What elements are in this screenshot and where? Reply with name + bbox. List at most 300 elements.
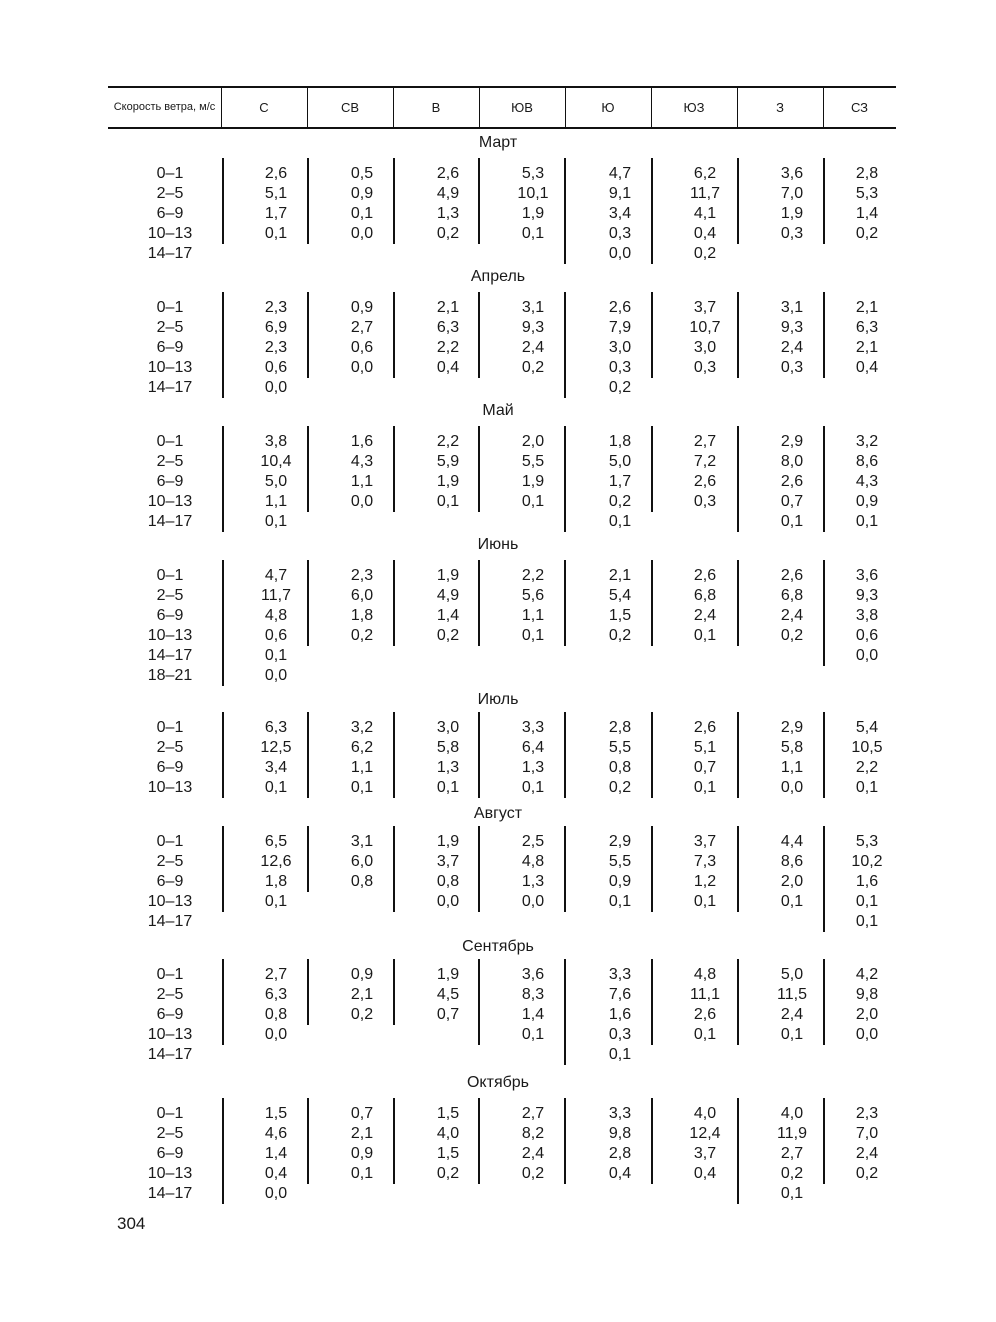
value-cell: 0,1 [350,779,374,796]
value-cell: 0,0 [264,1026,288,1043]
value-cell: 0,4 [693,1165,717,1182]
value-cell: 2,6 [436,165,460,182]
value-cell: 0,2 [855,225,879,242]
value-cell: 7,9 [608,319,632,336]
column-bar [478,426,480,512]
column-bar [651,292,653,378]
value-cell: 8,0 [780,453,804,470]
value-cell: 5,5 [608,739,632,756]
speed-range: 6–9 [156,339,184,356]
column-bar [737,292,739,378]
value-cell: 4,7 [264,567,288,584]
column-bar [222,712,224,798]
speed-range: 0–1 [156,165,184,182]
value-cell: 6,2 [350,739,374,756]
value-cell: 0,6 [855,627,879,644]
table-header [108,87,896,128]
value-cell: 1,8 [350,607,374,624]
value-cell: 2,1 [350,1125,374,1142]
value-cell: 0,2 [350,627,374,644]
value-cell: 11,1 [690,986,720,1003]
value-cell: 5,5 [521,453,545,470]
header-direction: Ю [601,100,615,115]
value-cell: 6,3 [436,319,460,336]
value-cell: 2,8 [608,1145,632,1162]
value-cell: 11,5 [777,986,807,1003]
speed-range: 0–1 [156,567,184,584]
column-bar [393,959,395,1025]
value-cell: 2,9 [780,433,804,450]
value-cell: 0,0 [436,893,460,910]
value-cell: 3,4 [264,759,288,776]
value-cell: 3,8 [855,607,879,624]
value-cell: 2,7 [693,433,717,450]
value-cell: 0,2 [608,379,632,396]
value-cell: 0,4 [855,359,879,376]
value-cell: 0,0 [521,893,545,910]
value-cell: 8,6 [780,853,804,870]
header-direction: ЮЗ [683,100,705,115]
column-bar [222,158,224,244]
speed-range: 10–13 [147,225,193,242]
value-cell: 1,9 [521,205,545,222]
month-title: Июнь [477,536,519,553]
value-cell: 2,1 [855,339,879,356]
column-bar [478,560,480,646]
column-bar [823,826,825,932]
column-bar [307,712,309,798]
value-cell: 9,8 [855,986,879,1003]
value-cell: 0,9 [350,966,374,983]
value-cell: 0,9 [608,873,632,890]
speed-range: 0–1 [156,966,184,983]
speed-range: 10–13 [147,1165,193,1182]
value-cell: 10,7 [689,319,721,336]
value-cell: 2,1 [608,567,632,584]
value-cell: 0,8 [436,873,460,890]
value-cell: 0,1 [855,893,879,910]
value-cell: 5,1 [264,185,288,202]
value-cell: 3,6 [780,165,804,182]
value-cell: 0,4 [264,1165,288,1182]
column-bar [737,826,739,912]
value-cell: 1,3 [436,759,460,776]
header-column-divider [393,87,394,128]
value-cell: 0,0 [855,647,879,664]
column-bar [307,158,309,244]
value-cell: 0,3 [608,1026,632,1043]
value-cell: 0,1 [264,647,288,664]
speed-range: 2–5 [156,319,184,336]
value-cell: 6,8 [780,587,804,604]
value-cell: 11,7 [690,185,720,202]
value-cell: 0,1 [521,1026,545,1043]
value-cell: 0,7 [693,759,717,776]
value-cell: 5,8 [436,739,460,756]
value-cell: 12,5 [260,739,292,756]
column-bar [222,1098,224,1204]
value-cell: 4,0 [693,1105,717,1122]
speed-range: 0–1 [156,1105,184,1122]
value-cell: 3,6 [855,567,879,584]
value-cell: 0,0 [608,245,632,262]
speed-range: 6–9 [156,473,184,490]
value-cell: 0,0 [855,1026,879,1043]
column-bar [393,426,395,512]
value-cell: 4,2 [855,966,879,983]
column-bar [564,560,566,646]
column-bar [393,712,395,798]
value-cell: 0,2 [855,1165,879,1182]
value-cell: 0,3 [780,225,804,242]
value-cell: 6,3 [855,319,879,336]
speed-range: 14–17 [147,913,193,930]
column-bar [823,426,825,532]
value-cell: 2,5 [521,833,545,850]
value-cell: 6,0 [350,587,374,604]
value-cell: 2,1 [855,299,879,316]
value-cell: 0,1 [608,893,632,910]
value-cell: 1,1 [350,473,374,490]
month-title: Май [482,402,514,419]
speed-range: 0–1 [156,833,184,850]
value-cell: 3,7 [436,853,460,870]
value-cell: 2,9 [780,719,804,736]
value-cell: 2,6 [264,165,288,182]
value-cell: 2,3 [350,567,374,584]
value-cell: 1,1 [350,759,374,776]
value-cell: 3,3 [608,966,632,983]
column-bar [737,560,739,646]
value-cell: 1,9 [521,473,545,490]
value-cell: 4,4 [780,833,804,850]
speed-range: 14–17 [147,647,193,664]
value-cell: 5,0 [780,966,804,983]
value-cell: 1,2 [693,873,717,890]
value-cell: 0,3 [608,359,632,376]
month-title: Апрель [470,268,526,285]
speed-range: 6–9 [156,759,184,776]
value-cell: 5,0 [264,473,288,490]
value-cell: 3,0 [436,719,460,736]
header-direction: С [259,100,269,115]
header-column-divider [307,87,308,128]
value-cell: 0,1 [780,513,804,530]
value-cell: 1,3 [521,759,545,776]
speed-range: 2–5 [156,453,184,470]
value-cell: 4,9 [436,587,460,604]
value-cell: 0,1 [521,493,545,510]
value-cell: 5,0 [608,453,632,470]
value-cell: 9,1 [608,185,632,202]
value-cell: 9,3 [521,319,545,336]
value-cell: 5,1 [693,739,717,756]
column-bar [823,292,825,378]
value-cell: 4,9 [436,185,460,202]
value-cell: 0,8 [350,873,374,890]
value-cell: 0,1 [780,1185,804,1202]
value-cell: 2,6 [780,567,804,584]
value-cell: 0,2 [608,627,632,644]
value-cell: 0,1 [855,913,879,930]
month-title: Август [473,805,523,822]
value-cell: 0,0 [264,379,288,396]
value-cell: 0,8 [608,759,632,776]
speed-range: 14–17 [147,245,193,262]
value-cell: 0,1 [780,1026,804,1043]
value-cell: 4,3 [855,473,879,490]
column-bar [307,292,309,378]
value-cell: 4,0 [436,1125,460,1142]
header-speed-label: Скорость ветра, м/с [113,101,216,113]
column-bar [393,826,395,912]
value-cell: 8,3 [521,986,545,1003]
value-cell: 0,2 [521,1165,545,1182]
header-direction: З [776,100,784,115]
speed-range: 6–9 [156,205,184,222]
value-cell: 1,7 [608,473,632,490]
value-cell: 6,9 [264,319,288,336]
value-cell: 1,5 [608,607,632,624]
value-cell: 2,6 [693,719,717,736]
column-bar [651,560,653,646]
value-cell: 5,8 [780,739,804,756]
column-bar [651,158,653,264]
column-bar [651,959,653,1045]
column-bar [478,959,480,1045]
value-cell: 6,8 [693,587,717,604]
value-cell: 2,1 [436,299,460,316]
value-cell: 0,1 [521,225,545,242]
value-cell: 1,1 [264,493,288,510]
value-cell: 2,4 [855,1145,879,1162]
value-cell: 0,3 [780,359,804,376]
header-column-divider [479,87,480,128]
column-bar [823,158,825,244]
value-cell: 3,7 [693,299,717,316]
value-cell: 6,2 [693,165,717,182]
value-cell: 0,7 [350,1105,374,1122]
value-cell: 1,9 [436,473,460,490]
value-cell: 3,1 [780,299,804,316]
value-cell: 2,4 [693,607,717,624]
column-bar [222,826,224,912]
value-cell: 3,1 [350,833,374,850]
value-cell: 2,0 [855,1006,879,1023]
value-cell: 2,3 [855,1105,879,1122]
value-cell: 0,1 [264,225,288,242]
value-cell: 0,7 [780,493,804,510]
column-bar [564,712,566,798]
value-cell: 0,1 [855,513,879,530]
value-cell: 4,7 [608,165,632,182]
column-bar [222,426,224,532]
value-cell: 8,2 [521,1125,545,1142]
column-bar [393,1098,395,1184]
value-cell: 2,4 [780,607,804,624]
value-cell: 5,9 [436,453,460,470]
value-cell: 0,9 [855,493,879,510]
value-cell: 0,0 [264,1185,288,1202]
column-bar [737,959,739,1045]
speed-range: 10–13 [147,1026,193,1043]
value-cell: 0,1 [436,493,460,510]
value-cell: 4,3 [350,453,374,470]
speed-range: 2–5 [156,739,184,756]
column-bar [651,712,653,798]
value-cell: 4,0 [780,1105,804,1122]
column-bar [222,560,224,686]
value-cell: 7,0 [855,1125,879,1142]
speed-range: 2–5 [156,1125,184,1142]
value-cell: 3,7 [693,1145,717,1162]
header-direction: В [431,100,441,115]
column-bar [564,426,566,532]
value-cell: 3,7 [693,833,717,850]
value-cell: 0,0 [350,225,374,242]
value-cell: 0,1 [264,513,288,530]
value-cell: 0,1 [693,1026,717,1043]
column-bar [478,292,480,378]
value-cell: 0,1 [521,627,545,644]
value-cell: 0,5 [350,165,374,182]
header-direction: СВ [340,100,360,115]
page-number: 304 [117,1214,146,1233]
value-cell: 0,1 [436,779,460,796]
value-cell: 1,9 [436,567,460,584]
value-cell: 7,6 [608,986,632,1003]
value-cell: 2,2 [436,433,460,450]
speed-range: 10–13 [147,493,193,510]
value-cell: 6,4 [521,739,545,756]
speed-range: 10–13 [147,893,193,910]
speed-range: 6–9 [156,1145,184,1162]
speed-range: 6–9 [156,607,184,624]
table-header-bottom-rule [108,127,896,129]
value-cell: 0,1 [264,779,288,796]
month-title: Октябрь [466,1074,529,1091]
value-cell: 1,6 [608,1006,632,1023]
value-cell: 10,1 [517,185,549,202]
value-cell: 1,6 [855,873,879,890]
value-cell: 5,3 [855,833,879,850]
value-cell: 10,5 [851,739,883,756]
value-cell: 9,3 [855,587,879,604]
value-cell: 1,3 [521,873,545,890]
header-column-divider [823,87,824,128]
value-cell: 12,6 [260,853,292,870]
column-bar [823,1098,825,1184]
value-cell: 3,6 [521,966,545,983]
speed-range: 0–1 [156,299,184,316]
column-bar [737,1098,739,1204]
value-cell: 0,2 [436,225,460,242]
value-cell: 0,9 [350,1145,374,1162]
header-direction: ЮВ [511,100,533,115]
value-cell: 3,0 [608,339,632,356]
value-cell: 0,7 [436,1006,460,1023]
value-cell: 9,3 [780,319,804,336]
value-cell: 0,2 [608,779,632,796]
value-cell: 2,8 [855,165,879,182]
value-cell: 1,4 [521,1006,545,1023]
value-cell: 0,1 [693,779,717,796]
column-bar [564,158,566,264]
speed-range: 2–5 [156,986,184,1003]
speed-range: 6–9 [156,873,184,890]
value-cell: 2,7 [780,1145,804,1162]
value-cell: 0,8 [264,1006,288,1023]
value-cell: 0,1 [855,779,879,796]
value-cell: 2,7 [264,966,288,983]
column-bar [222,292,224,398]
value-cell: 1,9 [780,205,804,222]
column-bar [823,959,825,1045]
value-cell: 11,9 [777,1125,807,1142]
value-cell: 2,3 [264,299,288,316]
column-bar [651,1098,653,1184]
value-cell: 1,5 [264,1105,288,1122]
value-cell: 3,2 [350,719,374,736]
value-cell: 4,6 [264,1125,288,1142]
column-bar [651,426,653,512]
month-title: Июль [477,691,519,708]
value-cell: 5,4 [855,719,879,736]
speed-range: 14–17 [147,379,193,396]
value-cell: 2,2 [855,759,879,776]
value-cell: 0,1 [693,627,717,644]
column-bar [393,560,395,646]
column-bar [737,712,739,798]
value-cell: 10,2 [851,853,883,870]
column-bar [307,426,309,512]
value-cell: 1,7 [264,205,288,222]
value-cell: 3,3 [608,1105,632,1122]
value-cell: 2,2 [521,567,545,584]
value-cell: 0,1 [608,1046,632,1063]
speed-range: 0–1 [156,719,184,736]
value-cell: 2,9 [608,833,632,850]
value-cell: 1,9 [436,966,460,983]
value-cell: 5,3 [855,185,879,202]
value-cell: 3,8 [264,433,288,450]
value-cell: 4,8 [521,853,545,870]
column-bar [307,959,309,1025]
column-bar [393,158,395,244]
value-cell: 0,2 [436,1165,460,1182]
speed-range: 2–5 [156,853,184,870]
speed-range: 0–1 [156,433,184,450]
value-cell: 1,4 [855,205,879,222]
value-cell: 0,4 [608,1165,632,1182]
header-column-divider [221,87,222,128]
value-cell: 2,4 [521,339,545,356]
value-cell: 1,9 [436,833,460,850]
value-cell: 0,1 [350,1165,374,1182]
column-bar [478,158,480,244]
value-cell: 0,4 [693,225,717,242]
value-cell: 12,4 [689,1125,721,1142]
value-cell: 2,4 [780,339,804,356]
value-cell: 1,4 [436,607,460,624]
value-cell: 0,6 [350,339,374,356]
header-direction: СЗ [850,100,869,115]
value-cell: 1,5 [436,1145,460,1162]
speed-range: 14–17 [147,1185,193,1202]
value-cell: 0,1 [608,513,632,530]
value-cell: 4,5 [436,986,460,1003]
value-cell: 10,4 [260,453,292,470]
